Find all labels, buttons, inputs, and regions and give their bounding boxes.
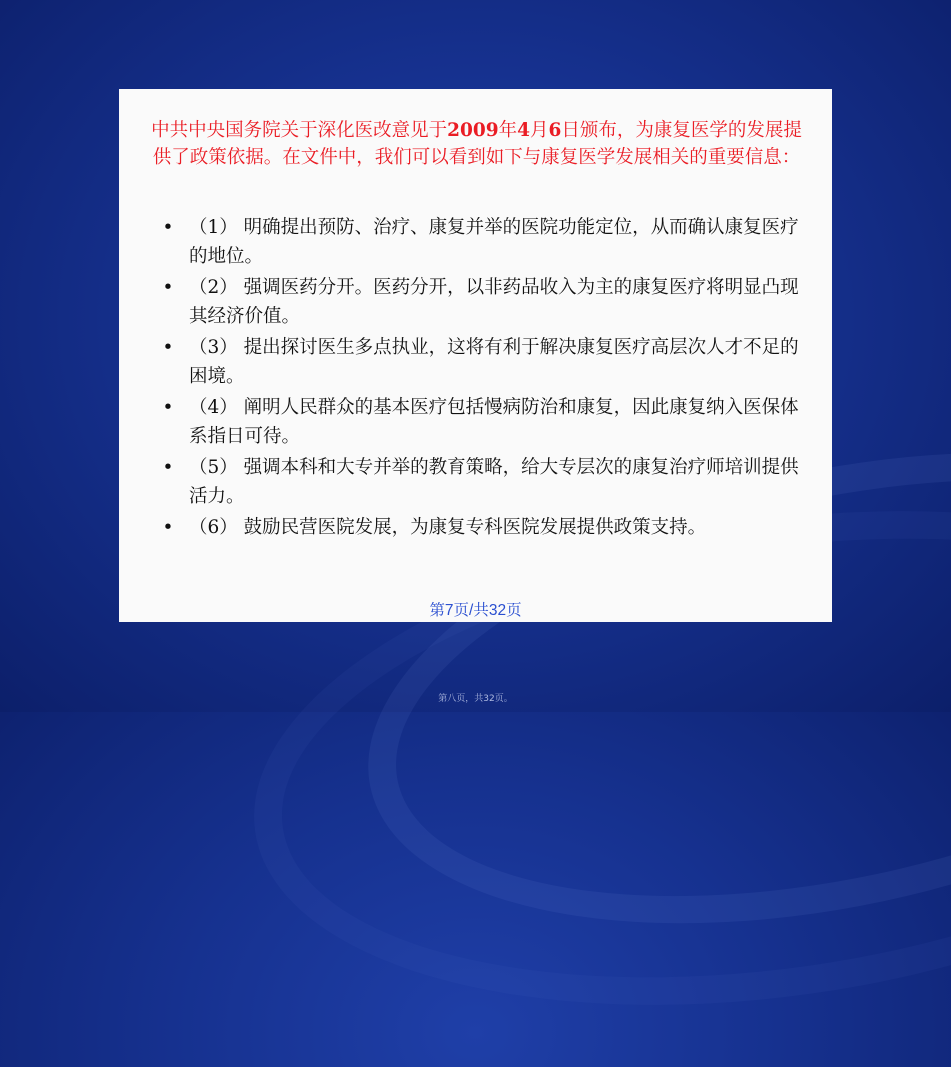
bullet-icon: • bbox=[162, 517, 174, 538]
list-item-text: （4） 阐明人民群众的基本医疗包括慢病防治和康复，因此康复纳入医保体系指日可待。 bbox=[189, 397, 799, 447]
list-item-text: （2） 强调医药分开。医药分开，以非药品收入为主的康复医疗将明显凸现其经济价值。 bbox=[189, 277, 799, 327]
list-item-text: （6） 鼓励民营医院发展，为康复专科医院发展提供政策支持。 bbox=[189, 517, 707, 538]
intro-paragraph bbox=[149, 117, 804, 171]
bullet-icon: • bbox=[162, 277, 174, 298]
intro-day: 6 bbox=[548, 120, 562, 141]
list-item bbox=[161, 393, 801, 451]
key-points-list bbox=[161, 213, 801, 544]
page-indicator: 第7页/共32页 bbox=[429, 602, 522, 619]
intro-text-3: 月 bbox=[530, 120, 549, 141]
list-item-text: （1） 明确提出预防、治疗、康复并举的医院功能定位，从而确认康复医疗的地位。 bbox=[189, 217, 799, 267]
intro-text-2: 年 bbox=[498, 120, 518, 141]
bullet-icon: • bbox=[162, 217, 174, 238]
list-item-text: （5） 强调本科和大专并举的教育策略，给大专层次的康复治疗师培训提供活力。 bbox=[189, 457, 799, 507]
bullet-icon: • bbox=[162, 397, 174, 418]
bullet-icon: • bbox=[162, 457, 174, 478]
list-item-text: （3） 提出探讨医生多点执业，这将有利于解决康复医疗高层次人才不足的困境。 bbox=[189, 337, 799, 387]
bullet-icon: • bbox=[162, 337, 174, 358]
intro-month: 4 bbox=[517, 120, 530, 141]
intro-text-1: 中共中央国务院关于深化医改意见于 bbox=[151, 120, 448, 141]
list-item bbox=[161, 333, 801, 391]
list-item bbox=[161, 273, 801, 331]
list-item bbox=[161, 213, 801, 271]
footer-page-label: 第八页，共32页。 bbox=[438, 694, 513, 704]
slide-content bbox=[119, 89, 832, 622]
list-item bbox=[161, 513, 801, 542]
intro-year: 2009 bbox=[447, 120, 499, 141]
intro-text-4: 日颁布，为康复医学的发展提供了政策依据。在文件中，我们可以看到如下与康复医学发展相关的重要信息： bbox=[152, 120, 802, 168]
list-item bbox=[161, 453, 801, 511]
